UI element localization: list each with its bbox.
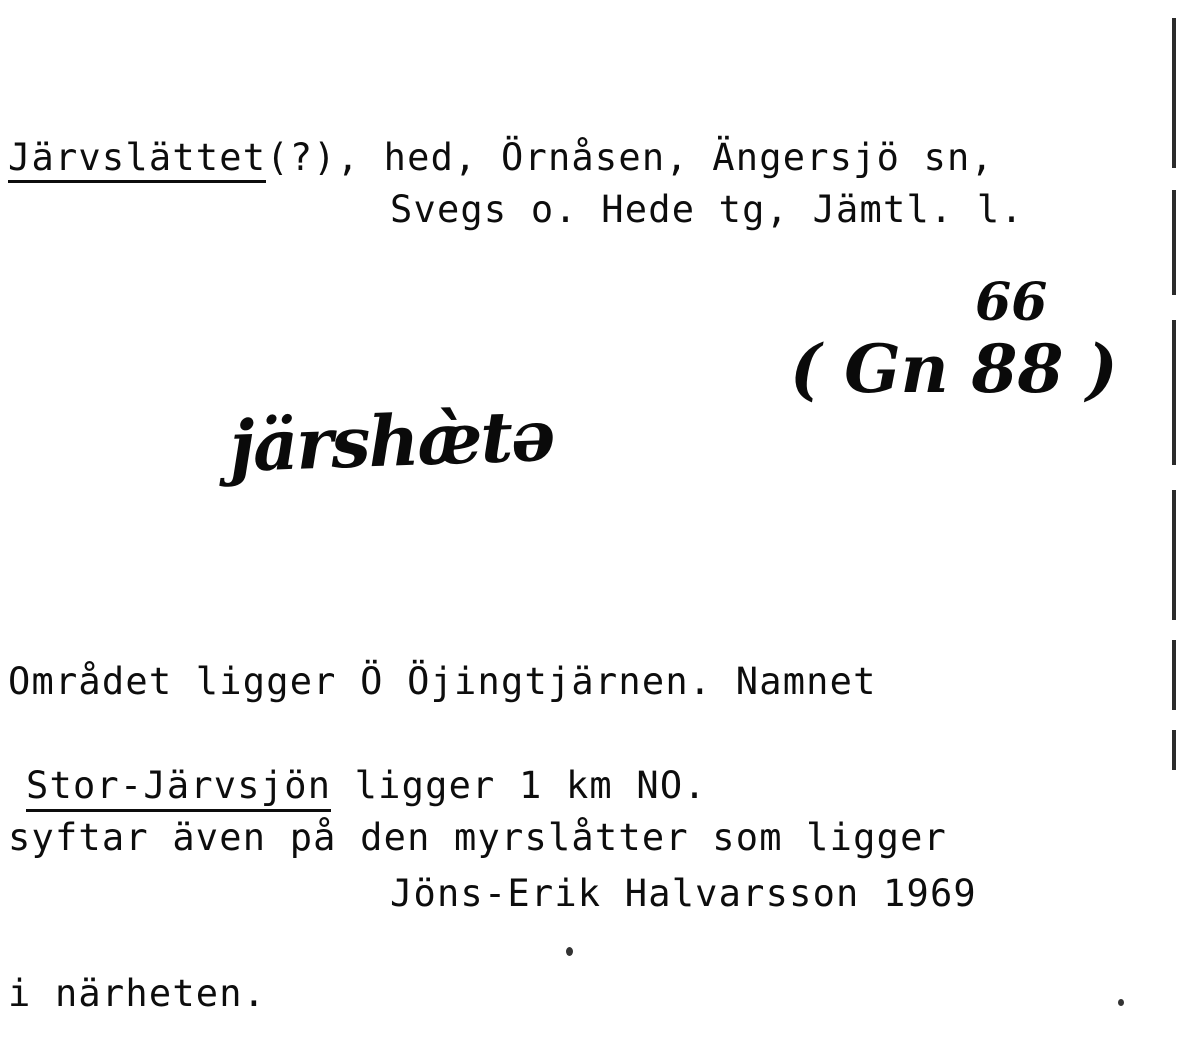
related-name-line [26,760,707,812]
card-edge-mark [1172,730,1176,770]
headword-line [8,132,994,184]
headword-name: Järvslättet [8,136,266,183]
body-line: syftar även på den myrslåtter som ligger [8,816,948,859]
related-name: Stor-Järvsjön [26,764,331,812]
related-name-rest: ligger 1 km NO. [331,764,707,807]
ink-speck [566,947,573,956]
ink-speck [1118,999,1124,1006]
card-edge-mark [1172,490,1176,620]
body-line: Området ligger Ö Öjingtjärnen. Namnet [8,660,877,703]
signature-line: Jöns-Erik Halvarsson 1969 [390,872,977,915]
headword-location-line: Svegs o. Hede tg, Jämtl. l. [390,188,1024,231]
pronunciation-handwriting [136,311,558,574]
card-edge-mark [1172,18,1176,168]
body-line: i närheten. [8,972,267,1015]
source-reference: ( Gn 88 ) [790,330,1118,408]
card-edge-mark [1172,190,1176,295]
card-edge-mark [1172,640,1176,710]
source-superscript: 66 [975,272,1048,333]
headword-qualifier: (?), hed, Örnåsen, Ängersjö sn, [266,136,995,179]
pronunciation-text: järshæ̀tə [228,393,555,489]
card-edge-mark [1172,320,1176,465]
